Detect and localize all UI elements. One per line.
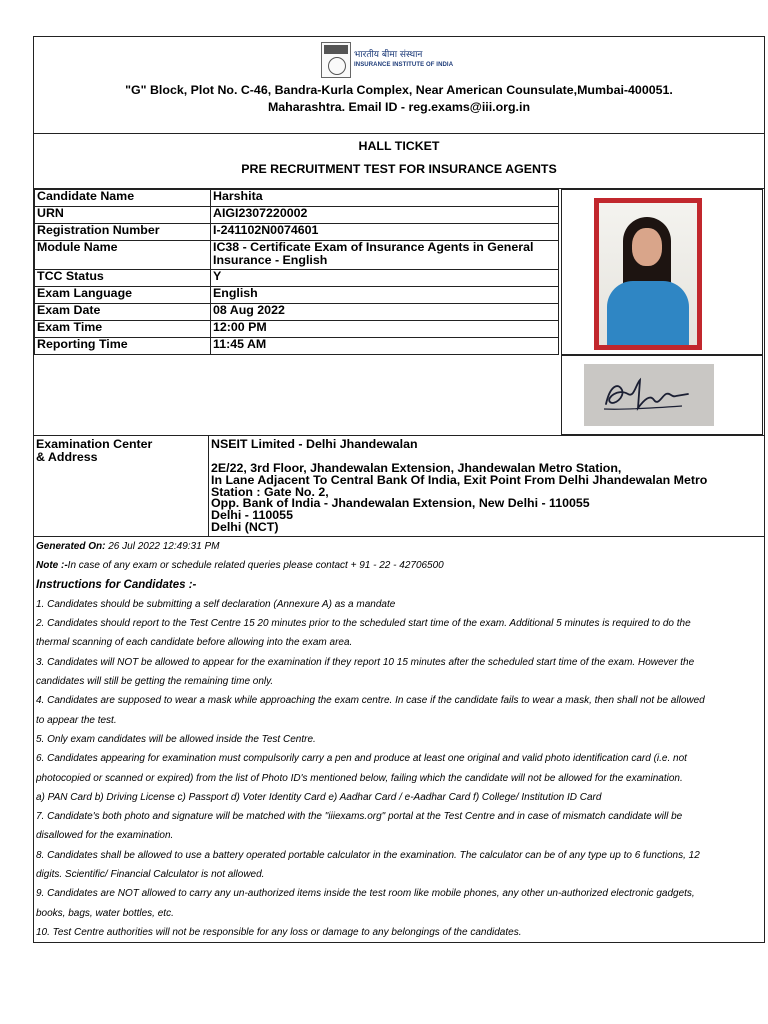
instruction-line: 3. Candidates will NOT be allowed to appear for the examination if they report 10 15 minutes after the scheduled start time of the exam. However the xyxy=(36,656,695,668)
generated-on xyxy=(36,537,762,556)
table-row xyxy=(35,270,559,287)
address-line-1: "G" Block, Plot No. C-46, Bandra-Kurla Complex, Near American Counsulate,Mumbai-400051. xyxy=(125,83,673,97)
detail-value: Harshita xyxy=(211,190,559,207)
instruction-line: 2. Candidates should report to the Test Centre 15 20 minutes prior to the scheduled start time of the exam. Additional 5 minutes is required to do the xyxy=(36,618,691,630)
center-address xyxy=(211,463,763,534)
detail-value: AIGI2307220002 xyxy=(211,207,559,224)
instruction-line: 6. Candidates appearing for examination must compulsorily carry a pen and produce at least one original and valid photo identification card (i.e. not xyxy=(36,753,687,765)
center-name: NSEIT Limited - Delhi Jhandewalan xyxy=(211,437,418,451)
header xyxy=(34,37,764,134)
detail-value: 08 Aug 2022 xyxy=(211,304,559,321)
hall-ticket xyxy=(33,36,765,943)
center-address-line: Opp. Bank of India - Jhandewalan Extension, New Delhi - 110055 xyxy=(211,496,590,511)
center-address-line: 2E/22, 3rd Floor, Jhandewalan Extension, Jhandewalan Metro Station, xyxy=(211,461,622,475)
institute-seal-icon xyxy=(321,42,351,78)
page-subtitle: PRE RECRUITMENT TEST FOR INSURANCE AGENTS xyxy=(241,162,557,176)
table-row xyxy=(35,304,559,321)
instruction-line: 5. Only exam candidates will be allowed inside the Test Centre. xyxy=(36,733,316,745)
detail-label: Exam Date xyxy=(35,304,211,321)
table-row xyxy=(35,241,559,270)
detail-value: Y xyxy=(211,270,559,287)
table-row xyxy=(35,338,559,355)
detail-label: Reporting Time xyxy=(35,338,211,355)
detail-value: IC38 - Certificate Exam of Insurance Agents in General Insurance - English xyxy=(211,241,559,270)
title-block xyxy=(34,134,764,189)
table-row xyxy=(35,224,559,241)
detail-label: Module Name xyxy=(35,241,211,270)
center-address-line: Delhi - 110055 xyxy=(211,508,293,523)
instruction-line: thermal scanning of each candidate before allowing into the exam area. xyxy=(36,637,353,649)
address-line-2: Maharashtra. Email ID - reg.exams@iii.org.in xyxy=(267,100,531,114)
instructions-section xyxy=(34,537,764,942)
table-row xyxy=(35,321,559,338)
instruction-line: candidates will still be getting the remaining time only. xyxy=(36,676,274,688)
note-value: In case of any exam or schedule related queries please contact + 91 - 22 - 42706500 xyxy=(67,560,444,572)
exam-center xyxy=(34,436,764,537)
candidate-details xyxy=(34,189,764,436)
note xyxy=(36,556,762,575)
center-address-line: Delhi (NCT) xyxy=(211,519,279,534)
table-row xyxy=(35,207,559,224)
candidate-signature xyxy=(584,364,714,426)
instruction-line: to appear the test. xyxy=(36,714,117,726)
generated-label: Generated On: xyxy=(36,541,106,552)
detail-label: Exam Language xyxy=(35,287,211,304)
detail-label: Candidate Name xyxy=(35,190,211,207)
center-label-line-2: & Address xyxy=(36,450,98,464)
logo-english-text: INSURANCE INSTITUTE OF INDIA xyxy=(354,62,454,68)
center-address-line: Station : Gate No. 2, xyxy=(211,484,329,499)
instruction-line: 10. Test Centre authorities will not be responsible for any loss or damage to any belongings of the candidates. xyxy=(36,926,522,938)
instruction-line: 8. Candidates shall be allowed to use a battery operated portable calculator in the examination. The calculator can be of any type up to 6 functions, 12 xyxy=(36,849,700,861)
instructions-heading: Instructions for Candidates :- xyxy=(36,578,197,591)
table-row xyxy=(35,190,559,207)
logo-hindi-text: भारतीय बीमा संस्थान xyxy=(354,50,423,60)
center-address-line: In Lane Adjacent To Central Bank Of India, Exit Point From Delhi Jhandewalan Metro xyxy=(211,472,708,487)
generated-value: 26 Jul 2022 12:49:31 PM xyxy=(105,541,220,552)
instruction-line: digits. Scientific/ Financial Calculator is not allowed. xyxy=(36,869,265,881)
detail-value: 11:45 AM xyxy=(211,338,559,355)
instruction-line: 1. Candidates should be submitting a self declaration (Annexure A) as a mandate xyxy=(36,598,396,610)
detail-label: URN xyxy=(35,207,211,224)
detail-label: Exam Time xyxy=(35,321,211,338)
detail-value: I-241102N0074601 xyxy=(211,224,559,241)
table-row xyxy=(35,287,559,304)
center-label-line-1: Examination Center xyxy=(36,437,153,451)
instruction-line: disallowed for the examination. xyxy=(36,830,174,842)
page-title: HALL TICKET xyxy=(358,139,440,153)
instruction-line: a) PAN Card b) Driving License c) Passport d) Voter Identity Card e) Aadhar Card / e-Aadhar Card f) College/ Institution ID Card xyxy=(36,791,602,803)
detail-label: TCC Status xyxy=(35,270,211,287)
center-label xyxy=(36,438,204,464)
photo-box xyxy=(561,189,763,355)
detail-label: Registration Number xyxy=(35,224,211,241)
instruction-line: 9. Candidates are NOT allowed to carry any un-authorized items inside the test room like mobile phones, any other un-authorized electronic gadgets, xyxy=(36,888,695,900)
signature-box xyxy=(561,355,763,435)
instruction-line: 7. Candidate's both photo and signature will be matched with the "iiiexams.org" portal at the Test Centre and in case of mismatch candidate will be xyxy=(36,811,683,823)
details-table xyxy=(34,189,559,355)
candidate-photo xyxy=(594,198,702,350)
detail-value: English xyxy=(211,287,559,304)
institute-logo xyxy=(321,40,453,80)
note-label: Note :- xyxy=(36,560,68,572)
instruction-line: books, bags, water bottles, etc. xyxy=(36,907,174,919)
instruction-line: photocopied or scanned or expired) from the list of Photo ID's mentioned below, failing which the candidate will not be allowed for the examination. xyxy=(36,772,683,784)
instruction-line: 4. Candidates are supposed to wear a mask while approaching the exam centre. In case if the candidate fails to wear a mask, then shall not be allowed xyxy=(36,695,705,707)
detail-value: 12:00 PM xyxy=(211,321,559,338)
